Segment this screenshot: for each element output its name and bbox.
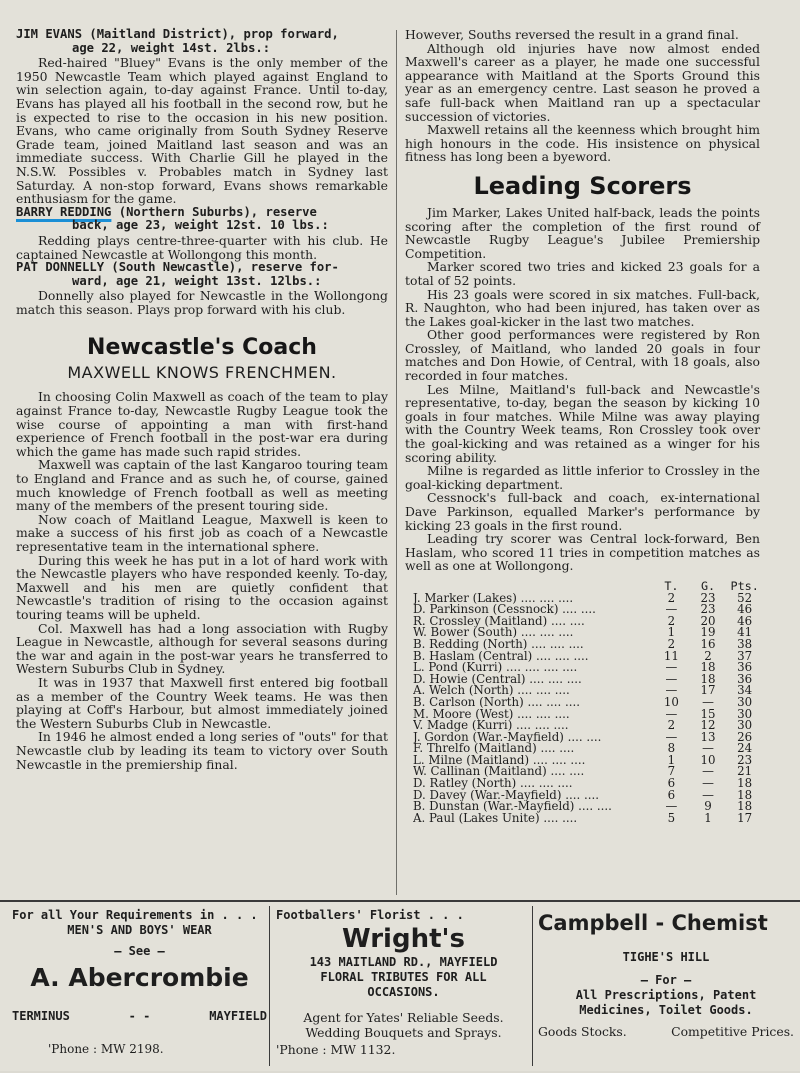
player-cell: D. Davey (War.-Mayfield) .... ....: [413, 789, 599, 802]
ad-category: MEN'S AND BOYS' WEAR: [67, 923, 212, 937]
player-cell: D. Howie (Central) .... .... ....: [413, 673, 582, 686]
goals-cell: 12: [700, 718, 716, 733]
points-cell: 18: [737, 787, 753, 802]
goals-cell: 23: [700, 602, 716, 617]
tries-cell: 5: [667, 810, 676, 825]
paragraph: It was in 1937 that Maxwell first entered big football as a member of the Country Week teams. He was then playing at Coff's Harbour, but almost immediately joined the Western Suburbs Club in Newcastle.: [16, 674, 388, 731]
points-cell: 52: [737, 590, 753, 605]
column-header-points: Pts.: [730, 578, 759, 593]
goals-cell: 10: [700, 752, 716, 767]
tries-cell: 6: [667, 776, 676, 791]
profile-heading: [16, 206, 388, 220]
tries-cell: 2: [667, 636, 676, 651]
ad-agent-line: Agent for Yates' Reliable Seeds.: [303, 1010, 504, 1025]
profile-body: Donnelly also played for Newcastle in the Wollongong match this season. Plays prop forward with his club.: [16, 288, 388, 317]
goals-cell: 20: [700, 613, 716, 628]
ad-location-left: TERMINUS: [12, 1009, 70, 1023]
tries-cell: 6: [667, 787, 676, 802]
paragraph: Marker scored two tries and kicked 23 goals for a total of 52 points.: [405, 259, 760, 288]
profile-subheading: back, age 23, weight 12st. 10 lbs.:: [72, 218, 329, 233]
ad-wrights: [276, 908, 531, 1057]
ad-service: OCCASIONS.: [367, 985, 440, 999]
profile-subheading: ward, age 21, weight 13st. 12lbs.:: [72, 273, 322, 288]
tries-cell: 1: [667, 625, 676, 640]
points-cell: 24: [737, 741, 753, 756]
paragraph: Although old injuries have now almost ended Maxwell's career as a player, he made one successful appearance with Maitland at the Sports Ground this year as an emergency centre. Last season he proved a safe full-back when Maitland ran up a spectacular succession of victories.: [405, 40, 760, 124]
ad-campbell: [538, 908, 794, 1039]
goals-cell: —: [702, 694, 714, 709]
player-cell: A. Paul (Lakes Unite) .... ....: [413, 812, 578, 825]
profile-heading: JIM EVANS (Maitland District), prop forward,: [16, 27, 339, 41]
left-column: [16, 28, 388, 771]
coach-article-body: [16, 390, 388, 771]
ad-phone: 'Phone : MW 2198.: [48, 1042, 164, 1056]
right-column: [405, 28, 760, 824]
goals-cell: —: [702, 764, 714, 779]
profile-subheading: age 22, weight 14st. 2lbs.:: [72, 40, 271, 55]
article-subheadline: MAXWELL KNOWS FRENCHMEN.: [67, 363, 337, 383]
column-divider: [396, 30, 397, 895]
tries-cell: 7: [667, 764, 676, 779]
ad-goods-stocks: Goods Stocks.: [538, 1024, 627, 1039]
goals-cell: —: [702, 776, 714, 791]
tries-cell: —: [665, 660, 678, 675]
goals-cell: 13: [700, 729, 716, 744]
ad-service: Medicines, Toilet Goods.: [579, 1003, 753, 1017]
ad-business-name: Wright's: [342, 924, 465, 954]
tries-cell: —: [665, 799, 678, 814]
goals-cell: 16: [700, 636, 716, 651]
paragraph: In 1946 he almost ended a long series of "outs" for that Newcastle club by leading its team to victory over South Newcastle in the premiership final.: [16, 729, 388, 772]
ad-location-right: MAYFIELD: [209, 1009, 267, 1023]
paragraph: Milne is regarded as little inferior to Crossley in the goal-kicking department.: [405, 463, 760, 492]
goals-cell: —: [702, 741, 714, 756]
paragraph: Maxwell was captain of the last Kangaroo touring team to England and France and as such he, of course, gained much knowledge of French football as well as meeting many of the members of the present touring side.: [16, 457, 388, 514]
paragraph: Leading try scorer was Central lock-forward, Ben Haslam, who scored 11 tries in competition matches as well as one at Wollongong.: [405, 531, 760, 574]
column-header-goals: G.: [700, 578, 716, 593]
highlighted-name: BARRY REDDING: [16, 204, 112, 219]
ad-see: — See —: [114, 944, 165, 958]
tries-cell: 11: [663, 648, 679, 663]
ad-tagline: Footballers' Florist . . .: [276, 908, 464, 922]
scorers-table: [413, 578, 763, 825]
column-header-player: [413, 581, 653, 593]
player-cell: B. Redding (North) .... .... ....: [413, 638, 584, 651]
player-cell: D. Parkinson (Cessnock) .... ....: [413, 604, 596, 616]
profile-heading-rest: (Northern Suburbs), reserve: [111, 204, 317, 219]
player-cell: J. Gordon (War.-Mayfield) .... ....: [413, 731, 602, 744]
ad-divider: [269, 906, 270, 1066]
profile-evans: [16, 28, 388, 206]
player-cell: B. Carlson (North) .... .... ....: [413, 696, 580, 709]
points-cell: 30: [737, 694, 753, 709]
column-header-tries: T.: [664, 578, 679, 593]
ad-location-row: [12, 1009, 267, 1024]
paragraph: His 23 goals were scored in six matches. Full-back, R. Naughton, who had been injured, has taken over as the Lakes goal-kicker in the last two matches.: [405, 286, 760, 329]
points-cell: 34: [737, 683, 753, 698]
goals-cell: 2: [704, 648, 712, 663]
paragraph: Maxwell retains all the keenness which brought him high honours in the code. His insistence on physical fitness has long been a byeword.: [405, 122, 760, 165]
profile-body: Redding plays centre-three-quarter with his club. He captained Newcastle at Wollongong this month.: [16, 232, 388, 262]
goals-cell: 9: [704, 799, 712, 814]
goals-cell: 15: [700, 706, 716, 721]
goals-cell: 1: [704, 810, 712, 825]
player-cell: L. Pond (Kurri) .... .... .... ....: [413, 662, 578, 674]
ad-agent-line: Wedding Bouquets and Sprays.: [305, 1025, 502, 1040]
paragraph: Jim Marker, Lakes United half-back, leads the points scoring after the completion of the first round of Newcastle Rugby League's Jubilee Premiership Competition.: [405, 204, 760, 261]
player-cell: A. Welch (North) .... .... ....: [413, 685, 570, 697]
ad-location: TIGHE'S HILL: [622, 950, 710, 964]
advertisements-strip: [0, 900, 800, 1073]
goals-cell: 18: [700, 660, 716, 675]
ad-phone: 'Phone : MW 1132.: [276, 1042, 396, 1057]
tries-cell: —: [665, 602, 678, 617]
points-cell: 18: [737, 776, 753, 791]
article-headline: Newcastle's Coach: [87, 335, 317, 361]
tries-cell: 2: [667, 718, 676, 733]
player-cell: M. Moore (West) .... .... ....: [413, 708, 570, 721]
article-headline: Leading Scorers: [473, 171, 692, 200]
points-cell: 36: [737, 671, 753, 686]
points-cell: 38: [737, 636, 753, 651]
scorers-table-body: [413, 590, 763, 825]
points-cell: 26: [737, 729, 753, 744]
tries-cell: —: [665, 683, 678, 698]
goals-cell: 23: [700, 590, 716, 605]
goals-cell: —: [702, 787, 714, 802]
profile-heading: PAT DONNELLY (South Newcastle), reserve for-: [16, 260, 339, 275]
tries-cell: —: [665, 706, 678, 721]
paragraph: Other good performances were registered by Ron Crossley, of Maitland, who landed 20 goals in four matches and Don Howie, of Central, with 18 goals, also recorded in four matches.: [405, 327, 760, 384]
points-cell: 17: [737, 810, 753, 825]
tries-cell: 8: [667, 741, 676, 756]
profile-redding: [16, 206, 388, 261]
player-cell: B. Haslam (Central) .... .... ....: [413, 650, 589, 663]
profile-body: Red-haired "Bluey" Evans is the only member of the 1950 Newcastle Team which played against England to win selection again, to-day against France. Until to-day, Evans has played all his football in the second row, but he is expected to rise to the occasion in his new position. Evans, who came originally from South Sydney Reserve Grade team, joined Maitland last season and was an immediate success. With Charlie Gill he played in the N.S.W. Possibles v. Probables match in Sydney last Saturday. A non-stop forward, Evans shows remarkable enthusiasm for the game.: [16, 55, 388, 207]
player-cell: D. Ratley (North) .... .... ....: [413, 778, 573, 790]
goals-cell: 19: [700, 625, 716, 640]
player-cell: L. Milne (Maitland) .... .... ....: [413, 754, 586, 767]
ad-tagline: For all Your Requirements in . . .: [12, 908, 258, 922]
ad-service: All Prescriptions, Patent: [575, 988, 757, 1002]
points-cell: 36: [737, 660, 753, 675]
points-cell: 46: [737, 602, 753, 617]
tries-cell: —: [665, 729, 678, 744]
points-cell: 46: [737, 613, 753, 628]
goals-cell: 18: [700, 671, 716, 686]
ad-abercrombie: [12, 908, 267, 1056]
tries-cell: 10: [663, 694, 679, 709]
points-cell: 41: [737, 625, 753, 640]
player-cell: W. Bower (South) .... .... ....: [413, 627, 574, 639]
ad-business-name: A. Abercrombie: [30, 963, 249, 992]
paragraph: In choosing Colin Maxwell as coach of the team to play against France to-day, Newcastle Rugby League took the wise course of appointing a man with first-hand experience of French football in the post-war era during which the game has made such rapid strides.: [16, 389, 388, 459]
tries-cell: —: [665, 671, 678, 686]
ad-location-dash: - -: [128, 1009, 151, 1023]
points-cell: 30: [737, 718, 753, 733]
goals-cell: 17: [700, 683, 716, 698]
tries-cell: 1: [667, 752, 676, 767]
points-cell: 37: [737, 648, 753, 663]
paragraph: Col. Maxwell has had a long association with Rugby League in Newcastle, although for several seasons during the war and again in the post-war years he transferred to Western Suburbs Club in Sydney.: [16, 620, 388, 677]
ad-for: — For —: [640, 973, 692, 987]
player-cell: B. Dunstan (War.-Mayfield) .... ....: [413, 801, 612, 813]
tries-cell: 2: [667, 590, 676, 605]
points-cell: 30: [737, 706, 753, 721]
ad-address: 143 MAITLAND RD., MAYFIELD: [309, 955, 498, 969]
ad-divider: [532, 906, 533, 1066]
ad-prices: Competitive Prices.: [671, 1024, 794, 1039]
tries-cell: 2: [667, 613, 676, 628]
points-cell: 21: [737, 764, 753, 779]
player-cell: W. Callinan (Maitland) .... ....: [413, 766, 585, 779]
player-cell: V. Madge (Kurri) .... .... ....: [413, 720, 569, 732]
points-cell: 23: [737, 752, 753, 767]
player-cell: R. Crossley (Maitland) .... ....: [413, 615, 585, 628]
ad-bottom-row: [538, 1024, 794, 1039]
paragraph: Les Milne, Maitland's full-back and Newcastle's representative, to-day, began the season by kicking 10 goals in four matches. While Milne was away playing with the Country Week teams, Ron Crossley took over the goal-kicking and was retained as a winger for his scoring ability.: [405, 381, 760, 465]
paragraph: Now coach of Maitland League, Maxwell is keen to make a success of his first job as coach of a Newcastle representative team in the international sphere.: [16, 511, 388, 554]
paragraph: During this week he has put in a lot of hard work with the Newcastle players who have responded keenly. To-day, Maxwell and his men are quietly confident that Newcastle's tradition of rising to the occasion against touring teams will be upheld.: [16, 552, 388, 622]
profile-donnelly: [16, 261, 388, 316]
ad-business-name: Campbell - Chemist: [538, 911, 768, 935]
ad-service: FLORAL TRIBUTES FOR ALL: [320, 970, 487, 984]
paragraph: Cessnock's full-back and coach, ex-international Dave Parkinson, equalled Marker's performance by kicking 23 goals in the first round.: [405, 490, 760, 533]
player-cell: F. Threlfo (Maitland) .... ....: [413, 743, 575, 755]
coach-article-continued: [405, 28, 760, 164]
table-row: [413, 813, 763, 825]
scorers-article-body: [405, 206, 760, 573]
paragraph: However, Souths reversed the result in a grand final.: [405, 27, 739, 42]
player-cell: J. Marker (Lakes) .... .... ....: [413, 592, 574, 605]
points-cell: 18: [737, 799, 753, 814]
